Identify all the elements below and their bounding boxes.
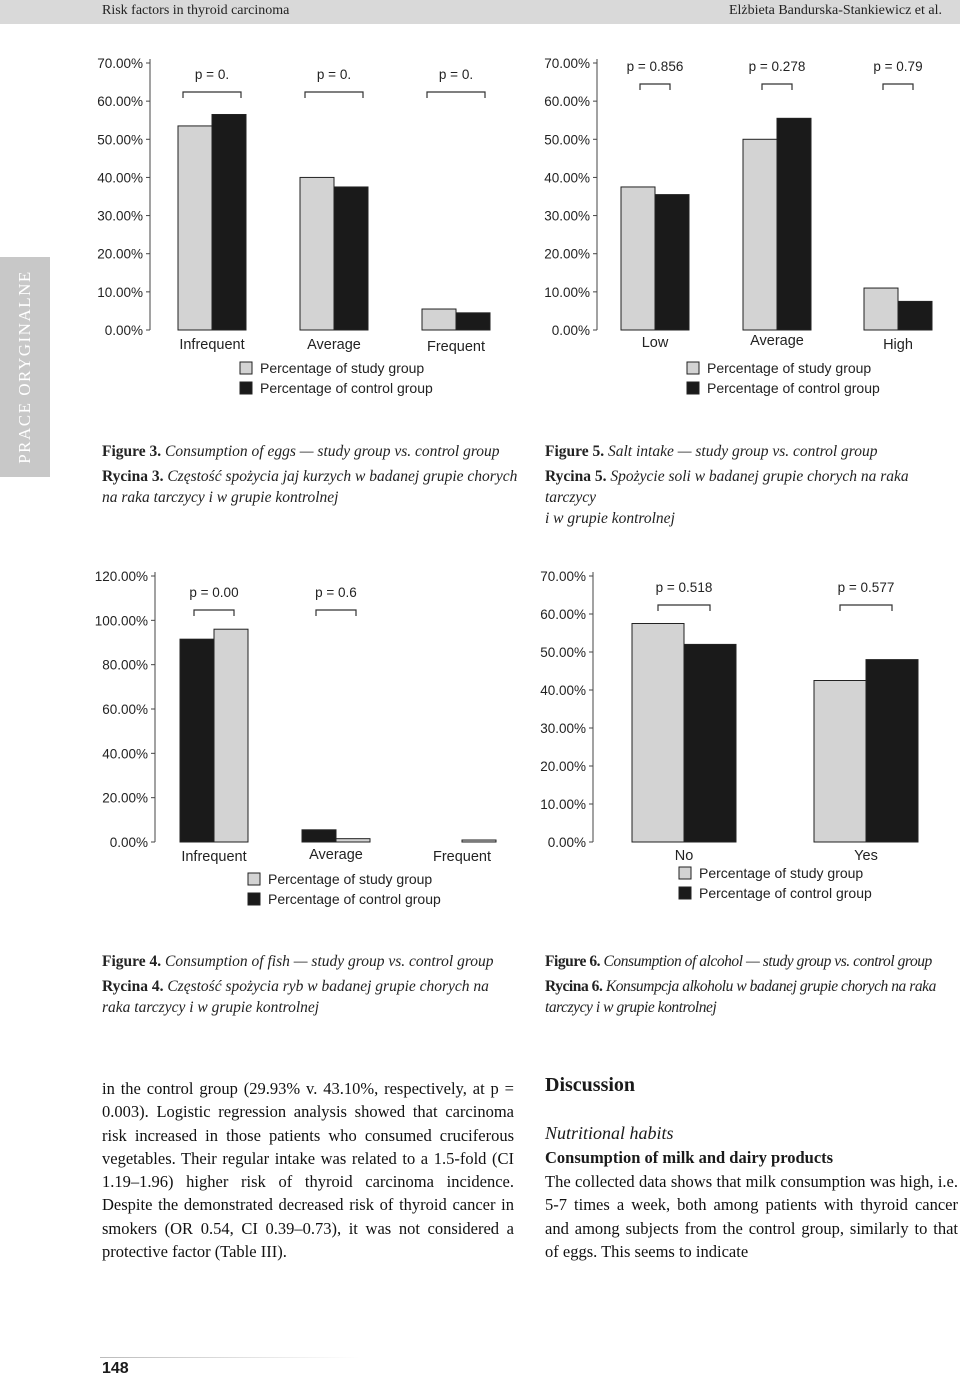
y-tick-label: 10.00% [544,284,590,300]
body-paragraph: in the control group (29.93% v. 43.10%, respectively, at p = 0.003). Logistic regression analysis showed that carcinoma risk increased in those patients who consumed cruciferous vegetables. Their regular intake was related to a 1.5-fold (CI 1.19–1.96) higher risk of thyroid carcinoma incidence. Despite the demonstrated decreased risk of thyroid cancer in smokers (OR 0.54, CI 0.39–0.73), it was not considered a protective factor (Table III). [102,1079,514,1262]
caption-text: Salt intake — study group vs. control group [608,443,878,460]
x-category-label: Average [750,333,804,349]
caption-label: Rycina 5. [545,468,607,485]
page-number: 148 [102,1360,129,1377]
y-tick-label: 0.00% [547,835,586,850]
figure-3-caption [102,441,532,508]
body-left-column [102,1077,514,1263]
p-value-label: p = 0.577 [837,580,895,595]
y-tick-label: 20.00% [540,759,586,774]
y-tick-label: 100.00% [94,613,148,629]
x-category-label: Frequent [432,849,492,865]
caption-label: Figure 3. [102,443,162,460]
y-tick-label: 30.00% [540,721,586,736]
caption-text: Consumption of eggs — study group vs. control group [165,443,500,460]
y-tick-label: 20.00% [544,246,590,262]
p-value-label: p = 0.278 [748,59,806,74]
y-tick-label: 0.00% [109,835,148,850]
legend-label-control: Percentage of control group [707,380,880,396]
discussion-heading: Discussion [545,1074,636,1096]
x-category-label: Average [307,337,361,353]
caption-label: Figure 4. [102,953,162,970]
running-title: Risk factors in thyroid carcinoma [102,3,290,18]
y-tick-label: 10.00% [97,284,143,300]
y-tick-label: 40.00% [102,746,148,762]
caption-text: Consumption of alcohol — study group vs. control group [603,953,932,970]
legend-swatch-control [679,887,691,899]
body-paragraph: The collected data shows that milk consumption was high, i.e. 5-7 times a week, both among patients with thyroid cancer and among subjects from the control group, similarly to that of eggs. This seems to indicate [545,1172,958,1261]
caption-label: Rycina 4. [102,978,164,995]
legend-label-control: Percentage of control group [268,891,441,907]
legend-swatch-study [679,867,691,879]
caption-text: raka tarczycy i w grupie kontrolnej [102,999,320,1016]
y-tick-label: 50.00% [540,645,586,660]
running-authors: Elżbieta Bandurska-Stankiewicz et al. [728,3,942,18]
y-tick-label: 120.00% [94,569,148,584]
footer-rule [100,1357,360,1358]
x-category-label: Frequent [426,339,486,355]
legend-label-control: Percentage of control group [260,380,433,396]
p-value-label: p = 0. [438,67,474,82]
x-category-label: Yes [854,848,878,864]
legend-label-study: Percentage of study group [268,871,433,887]
x-category-label: High [883,337,913,353]
legend-label-control: Percentage of control group [699,885,872,901]
p-value-label: p = 0. [194,67,230,82]
caption-text: Consumption of fish — study group vs. control group [165,953,494,970]
y-tick-label: 70.00% [540,569,586,584]
y-tick-label: 20.00% [97,246,143,262]
p-value-label: p = 0.6 [315,585,357,600]
bar-control [684,644,736,842]
p-value-label: p = 0.856 [626,59,684,74]
bar-control [866,660,918,842]
y-tick-label: 30.00% [97,208,143,224]
figure-4-caption [102,951,532,1018]
body-right-column [545,1170,958,1263]
x-category-label: Average [309,847,363,863]
bar-study [814,681,866,843]
y-tick-label: 40.00% [97,170,143,186]
y-tick-label: 60.00% [544,94,590,110]
x-category-label: Low [641,335,669,351]
x-category-label: Infrequent [181,849,247,865]
section-tab-label: PRACE ORYGINALNE [15,270,35,464]
caption-label: Figure 5. [545,443,605,460]
y-tick-label: 50.00% [544,132,590,148]
y-tick-label: 80.00% [102,657,148,673]
subsubheading: Consumption of milk and dairy products [545,1148,834,1167]
figure-6-caption [545,951,960,1018]
y-tick-label: 0.00% [104,323,143,338]
caption-text: na raka tarczycy i w grupie kontrolnej [102,489,339,506]
y-tick-label: 0.00% [551,323,590,338]
bar-study [632,624,684,843]
p-value-label: p = 0.79 [873,59,923,74]
y-tick-label: 40.00% [544,170,590,186]
caption-text: Spożycie soli w badanej grupie chorych na raka tarczycy [545,468,909,506]
p-value-bracket [840,605,892,611]
legend-label-study: Percentage of study group [699,865,864,881]
y-tick-label: 50.00% [97,132,143,148]
y-tick-label: 60.00% [97,94,143,110]
y-tick-label: 70.00% [97,56,143,71]
caption-text: tarczycy i w grupie kontrolnej [545,999,717,1016]
figure-5-caption [545,441,960,529]
p-value-label: p = 0.518 [655,580,713,595]
caption-text: Częstość spożycia ryb w badanej grupie chorych na [167,978,489,995]
x-category-label: No [674,848,694,864]
y-tick-label: 60.00% [102,702,148,717]
p-value-bracket [658,605,710,611]
y-tick-label: 40.00% [540,683,586,698]
y-tick-label: 60.00% [540,607,586,622]
caption-label: Rycina 6. [545,978,603,995]
caption-text: Konsumpcja alkoholu w badanej grupie chorych na raka [605,978,936,995]
y-tick-label: 30.00% [544,208,590,224]
caption-label: Figure 6. [545,953,601,970]
p-value-label: p = 0.00 [189,585,239,600]
y-tick-label: 10.00% [540,797,586,812]
caption-text: i w grupie kontrolnej [545,510,675,527]
legend-label-study: Percentage of study group [260,360,425,376]
subheading: Nutritional habits [545,1123,674,1143]
caption-text: Częstość spożycia jaj kurzych w badanej grupie chorych [167,468,518,485]
caption-label: Rycina 3. [102,468,164,485]
legend-label-study: Percentage of study group [707,360,872,376]
y-tick-label: 70.00% [544,56,590,71]
p-value-label: p = 0. [316,67,352,82]
x-category-label: Infrequent [179,337,245,353]
y-tick-label: 20.00% [102,790,148,806]
